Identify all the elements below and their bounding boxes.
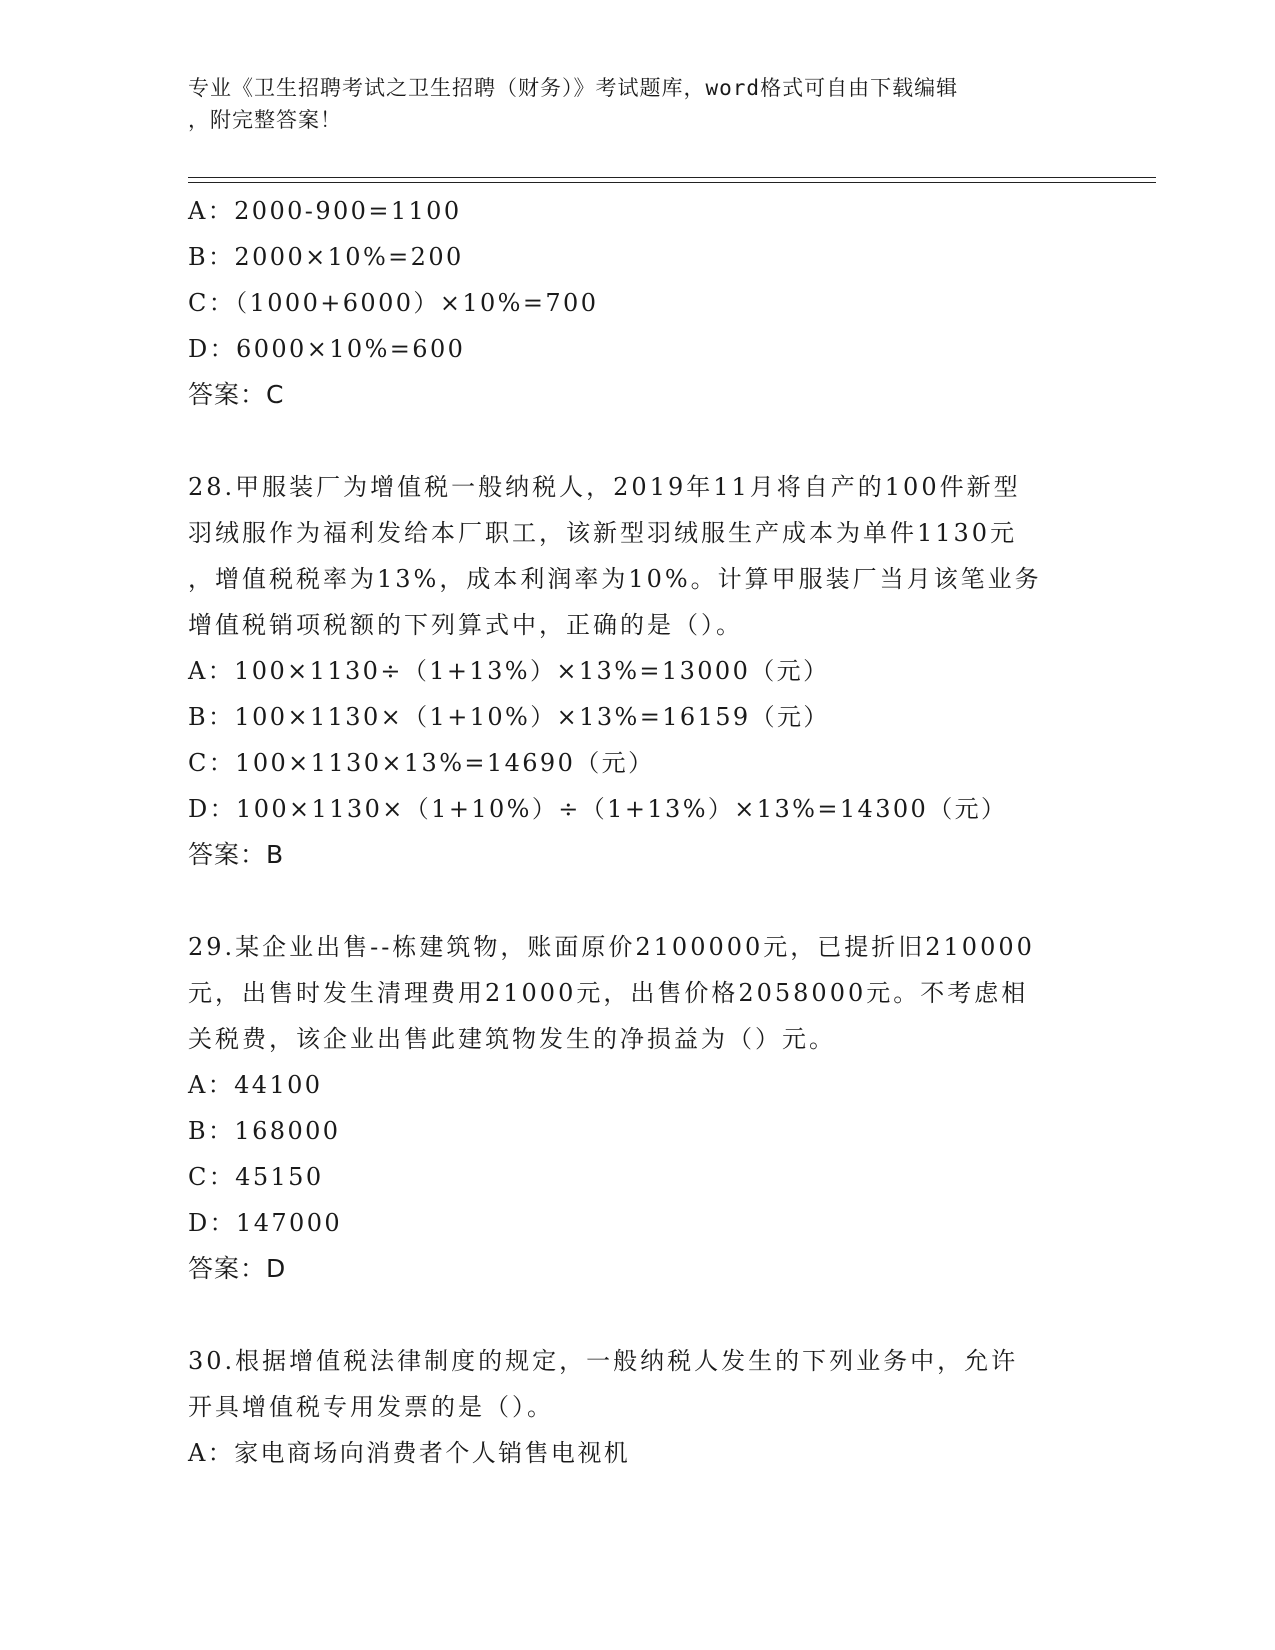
document-header: [188, 72, 1068, 136]
option-a: A：家电商场向消费者个人销售电视机: [188, 1439, 631, 1467]
option-d: D：6000×10%=600: [188, 335, 466, 363]
header-divider-top: [188, 177, 1156, 178]
answer-line: 答案：D: [188, 1254, 287, 1283]
header-divider-bottom: [188, 182, 1156, 183]
question-text-line: 30.根据增值税法律制度的规定，一般纳税人发生的下列业务中，允许: [188, 1347, 1019, 1375]
question-text-line: 开具增值税专用发票的是（）。: [188, 1393, 554, 1421]
option-c: C：45150: [188, 1163, 324, 1191]
question-text: [188, 464, 1088, 648]
option-a: A：2000-900=1100: [188, 197, 462, 225]
option-a: A：100×1130÷（1+13%）×13%=13000（元）: [188, 657, 830, 685]
option-d: D：147000: [188, 1209, 343, 1237]
option-c: C：（1000+6000）×10%=700: [188, 289, 599, 317]
header-line-2: ，附完整答案！: [188, 108, 342, 132]
spacer: [188, 1292, 1088, 1338]
question-text-line: 29.某企业出售--栋建筑物，账面原价2100000元，已提折旧210000: [188, 933, 1035, 961]
question-text-line: 28.甲服装厂为增值税一般纳税人，2019年11月将自产的100件新型: [188, 473, 1021, 501]
question-27: [188, 188, 1088, 418]
option-d: D：100×1130×（1+10%）÷（1+13%）×13%=14300（元）: [188, 795, 1008, 823]
question-30: [188, 1338, 1088, 1476]
question-text-line: ，增值税税率为13%，成本利润率为10%。计算甲服装厂当月该笔业务: [188, 565, 1042, 593]
option-b: B：2000×10%=200: [188, 243, 464, 271]
question-28: [188, 464, 1088, 878]
question-text: [188, 924, 1088, 1062]
question-29: [188, 924, 1088, 1292]
question-text-line: 增值税销项税额的下列算式中，正确的是（）。: [188, 611, 743, 639]
spacer: [188, 878, 1088, 924]
question-text-line: 关税费，该企业出售此建筑物发生的净损益为（）元。: [188, 1025, 836, 1053]
answer-line: 答案：B: [188, 840, 285, 869]
header-line-1: 专业《卫生招聘考试之卫生招聘（财务）》考试题库，word格式可自由下载编辑: [188, 76, 959, 100]
document-body: [188, 188, 1088, 1476]
question-text-line: 羽绒服作为福利发给本厂职工，该新型羽绒服生产成本为单件1130元: [188, 519, 1018, 547]
question-text: [188, 1338, 1088, 1430]
question-text-line: 元，出售时发生清理费用21000元，出售价格2058000元。不考虑相: [188, 979, 1029, 1007]
answer-line: 答案：C: [188, 380, 285, 409]
option-c: C：100×1130×13%=14690（元）: [188, 749, 655, 777]
option-a: A：44100: [188, 1071, 323, 1099]
spacer: [188, 418, 1088, 464]
option-b: B：168000: [188, 1117, 341, 1145]
option-b: B：100×1130×（1+10%）×13%=16159（元）: [188, 703, 830, 731]
